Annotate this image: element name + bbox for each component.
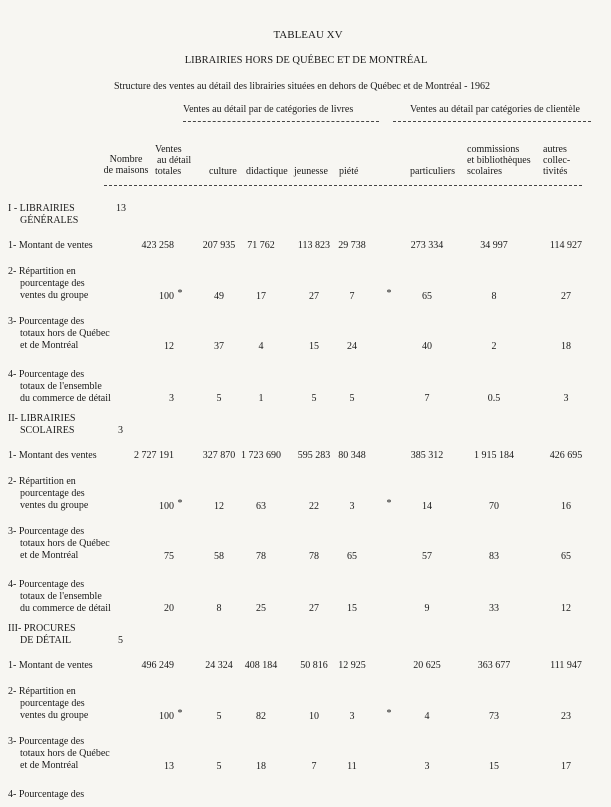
asterisk-mark: *	[386, 288, 392, 299]
table-cell: 27	[561, 291, 571, 302]
table-cell: 24	[347, 341, 357, 352]
table-cell: 58	[214, 551, 224, 562]
asterisk-mark: *	[386, 708, 392, 719]
table-cell: 80 348	[338, 450, 366, 461]
table-cell: 20 625	[413, 660, 441, 671]
col-header-autres: autres	[543, 144, 567, 155]
asterisk-mark: *	[177, 708, 183, 719]
table-cell: 83	[489, 551, 499, 562]
table-cell: 5	[216, 711, 222, 722]
table-cell: 2	[491, 341, 497, 352]
table-cell: 114 927	[549, 240, 583, 251]
table-cell: 5	[311, 393, 317, 404]
table-cell: 408 184	[244, 660, 278, 671]
table-cell: 3	[563, 393, 569, 404]
table-cell: 23	[561, 711, 571, 722]
group-header-clients: Ventes au détail par catégories de clientèle	[410, 104, 580, 115]
row-label: pourcentage des	[20, 278, 85, 289]
table-cell: 5	[349, 393, 355, 404]
table-cell: 4	[258, 341, 264, 352]
asterisk-mark: *	[177, 498, 183, 509]
row-label: 1- Montant de ventes	[8, 240, 93, 251]
row-label: 4- Pourcentage des	[8, 369, 85, 380]
row-label: totaux hors de Québec	[20, 328, 110, 339]
table-cell: 113 823	[297, 240, 331, 251]
table-cell: 7	[424, 393, 430, 404]
section-count: 13	[116, 203, 126, 214]
row-label: 2- Répartition en	[8, 686, 76, 697]
table-cell: 24 324	[205, 660, 233, 671]
table-cell: 57	[422, 551, 432, 562]
table-cell: 3	[424, 761, 430, 772]
table-cell: 70	[489, 501, 499, 512]
table-caption: Structure des ventes au détail des librairies situées en dehors de Québec et de Montréal - 1962	[114, 81, 490, 92]
col-header-didactique: didactique	[246, 166, 288, 177]
table-cell: 65	[422, 291, 432, 302]
table-cell: 13	[164, 761, 174, 772]
table-cell: 423 258	[141, 240, 174, 251]
table-cell: 34 997	[480, 240, 508, 251]
row-label: totaux hors de Québec	[20, 538, 110, 549]
col-header-commissions: scolaires	[467, 166, 502, 177]
table-cell: 17	[256, 291, 266, 302]
table-cell: 15	[309, 341, 319, 352]
table-cell: 75	[164, 551, 174, 562]
table-cell: 10	[309, 711, 319, 722]
table-cell: 1 723 690	[241, 450, 281, 461]
table-cell: 82	[256, 711, 266, 722]
table-cell: 15	[347, 603, 357, 614]
row-label: totaux de l'ensemble	[20, 381, 102, 392]
table-cell: 3	[169, 393, 174, 404]
row-label: 3- Pourcentage des	[8, 526, 85, 537]
section-title: GÉNÉRALES	[20, 215, 79, 226]
table-cell: 100	[159, 501, 174, 512]
table-cell: 3	[349, 501, 355, 512]
table-cell: 8	[491, 291, 497, 302]
row-label: 3- Pourcentage des	[8, 316, 85, 327]
row-label: du commerce de détail	[20, 603, 111, 614]
table-cell: 7	[311, 761, 317, 772]
row-label: 4- Pourcentage des	[8, 789, 85, 800]
section-count: 3	[118, 425, 123, 436]
header-rule	[104, 185, 582, 186]
table-cell: 49	[214, 291, 224, 302]
row-label: 1- Montant des ventes	[8, 450, 97, 461]
row-label: 3- Pourcentage des	[8, 736, 85, 747]
table-subtitle: LIBRAIRIES HORS DE QUÉBEC ET DE MONTRÉAL	[184, 55, 428, 66]
col-header-commissions: et bibliothèques	[467, 155, 531, 166]
col-header-totales: totales	[155, 166, 182, 177]
table-cell: 25	[256, 603, 266, 614]
asterisk-mark: *	[177, 288, 183, 299]
row-label: du commerce de détail	[20, 393, 111, 404]
asterisk-mark: *	[386, 498, 392, 509]
table-cell: 7	[349, 291, 355, 302]
table-cell: 12 925	[338, 660, 366, 671]
table-cell: 12	[561, 603, 571, 614]
group-header-books: Ventes au détail par de catégories de livres	[183, 104, 354, 115]
group-header-books-rule	[183, 121, 379, 122]
table-cell: 33	[489, 603, 499, 614]
col-header-nombre: Nombre	[109, 154, 143, 165]
col-header-autres: tivités	[543, 166, 568, 177]
table-cell: 27	[309, 291, 319, 302]
table-cell: 1 915 184	[474, 450, 514, 461]
col-header-particuliers: particuliers	[410, 166, 455, 177]
row-label: et de Montréal	[20, 550, 79, 561]
table-cell: 1	[258, 393, 264, 404]
table-cell: 78	[256, 551, 266, 562]
table-cell: 496 249	[141, 660, 174, 671]
table-cell: 29 738	[338, 240, 366, 251]
row-label: totaux de l'ensemble	[20, 591, 102, 602]
table-cell: 78	[309, 551, 319, 562]
table-cell: 100	[159, 711, 174, 722]
table-cell: 4	[424, 711, 430, 722]
col-header-culture: culture	[209, 166, 237, 177]
col-header-nombre: de maisons	[103, 165, 149, 176]
section-title: III- PROCURES	[8, 623, 76, 634]
table-cell: 11	[347, 761, 357, 772]
table-cell: 18	[256, 761, 266, 772]
table-cell: 27	[309, 603, 319, 614]
table-cell: 5	[216, 393, 222, 404]
table-cell: 63	[256, 501, 266, 512]
table-cell: 12	[164, 341, 174, 352]
table-cell: 65	[347, 551, 357, 562]
group-header-clients-rule	[393, 121, 591, 122]
row-label: 2- Répartition en	[8, 476, 76, 487]
table-cell: 595 283	[297, 450, 331, 461]
row-label: pourcentage des	[20, 698, 85, 709]
col-header-jeunesse: jeunesse	[294, 166, 328, 177]
row-label: 1- Montant de ventes	[8, 660, 93, 671]
table-cell: 111 947	[550, 660, 582, 671]
table-cell: 8	[216, 603, 222, 614]
row-label: et de Montréal	[20, 340, 79, 351]
table-cell: 22	[309, 501, 319, 512]
col-header-autres: collec-	[543, 155, 571, 166]
table-cell: 65	[561, 551, 571, 562]
table-cell: 20	[164, 603, 174, 614]
table-cell: 18	[561, 341, 571, 352]
table-cell: 273 334	[410, 240, 444, 251]
section-title: SCOLAIRES	[20, 425, 75, 436]
table-cell: 12	[214, 501, 224, 512]
table-cell: 73	[489, 711, 499, 722]
col-header-totales: Ventes	[155, 144, 182, 155]
table-cell: 100	[159, 291, 174, 302]
table-title: TABLEAU XV	[273, 29, 343, 41]
table-cell: 363 677	[477, 660, 511, 671]
row-label: ventes du groupe	[20, 290, 89, 301]
table-cell: 2 727 191	[134, 450, 174, 461]
row-label: et de Montréal	[20, 760, 79, 771]
row-label: 4- Pourcentage des	[8, 579, 85, 590]
row-label: ventes du groupe	[20, 710, 89, 721]
row-label: totaux hors de Québec	[20, 748, 110, 759]
table-cell: 5	[216, 761, 222, 772]
table-cell: 0.5	[487, 393, 501, 404]
row-label: pourcentage des	[20, 488, 85, 499]
table-cell: 40	[422, 341, 432, 352]
table-cell: 9	[424, 603, 430, 614]
section-title: II- LIBRAIRIES	[8, 413, 76, 424]
table-cell: 16	[561, 501, 571, 512]
col-header-totales: au détail	[157, 155, 192, 166]
table-cell: 37	[214, 341, 224, 352]
table-cell: 15	[489, 761, 499, 772]
table-cell: 17	[561, 761, 571, 772]
table-cell: 3	[349, 711, 355, 722]
section-title: I - LIBRAIRIES	[8, 203, 75, 214]
table-cell: 14	[422, 501, 432, 512]
col-header-commissions: commissions	[467, 144, 520, 155]
table-cell: 327 870	[202, 450, 236, 461]
table-cell: 426 695	[549, 450, 583, 461]
section-count: 5	[118, 635, 123, 646]
row-label: 2- Répartition en	[8, 266, 76, 277]
table-cell: 207 935	[202, 240, 236, 251]
section-title: DE DÉTAIL	[20, 635, 72, 646]
table-cell: 50 816	[300, 660, 328, 671]
col-header-piete: piété	[339, 166, 359, 177]
row-label: ventes du groupe	[20, 500, 89, 511]
table-cell: 71 762	[247, 240, 275, 251]
table-cell: 385 312	[410, 450, 444, 461]
